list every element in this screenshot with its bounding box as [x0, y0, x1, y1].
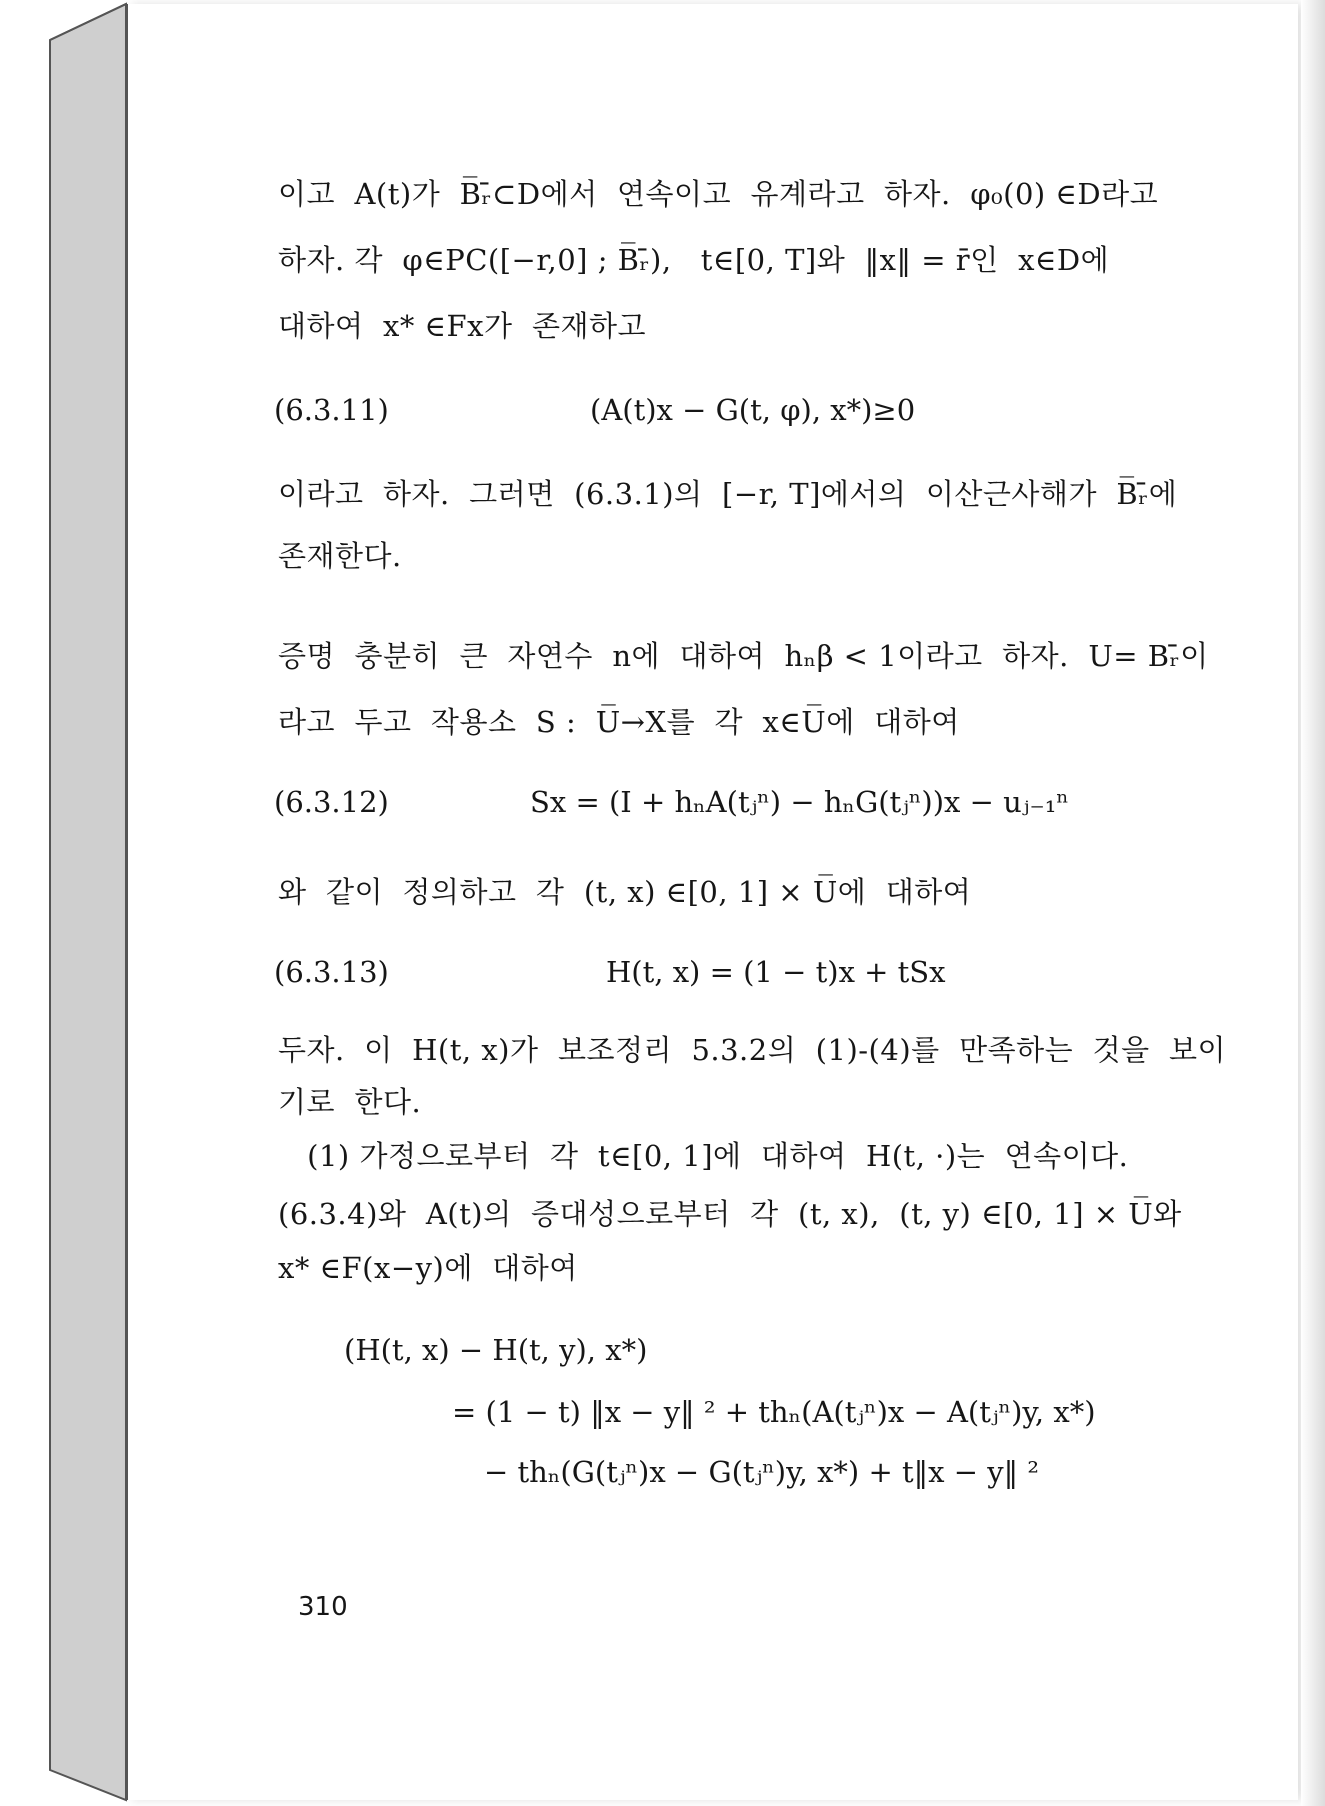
- equation-number: (6.3.11): [274, 393, 389, 427]
- text-line-1: 이고 A(t)가 B̅ᵣ̄⊂D에서 연속이고 유계라고 하자. φ₀(0) ∈D라고: [278, 177, 1159, 211]
- display-equation-line-3: − thₙ(G(tⱼⁿ)x − G(tⱼⁿ)y, x*) + t‖x − y‖ ²: [484, 1455, 1039, 1489]
- text-line-7: 라고 두고 작용소 S : U̅→X를 각 x∈U̅에 대하여: [278, 705, 960, 739]
- text-line-2: 하자. 각 φ∈PC([−r,0] ; B̅ᵣ̄), t∈[0, T]와 ‖x‖ = r̄인 x∈D에: [278, 243, 1110, 277]
- equation-number: (6.3.13): [274, 955, 389, 989]
- page-edge-shadow: [1301, 0, 1325, 1806]
- text-line-6: 증명 충분히 큰 자연수 n에 대하여 hₙβ < 1이라고 하자. U= Bᵣ̄이: [278, 639, 1209, 673]
- equation-formula: H(t, x) = (1 − t)x + tSx: [606, 955, 946, 989]
- equation-number: (6.3.12): [274, 785, 389, 819]
- text-line-9: 두자. 이 H(t, x)가 보조정리 5.3.2의 (1)-(4)를 만족하는 것을 보이: [278, 1033, 1227, 1067]
- text-line-13: x* ∈F(x−y)에 대하여: [278, 1251, 578, 1285]
- equation-formula: Sx = (I + hₙA(tⱼⁿ) − hₙG(tⱼⁿ))x − uⱼ₋₁ⁿ: [530, 785, 1069, 819]
- text-line-4: 이라고 하자. 그러면 (6.3.1)의 [−r, T]에서의 이산근사해가 B̅ᵣ̄에: [278, 477, 1178, 511]
- text-line-10: 기로 한다.: [278, 1085, 422, 1119]
- display-equation-line-1: (H(t, x) − H(t, y), x*): [344, 1333, 648, 1367]
- page-number: 310: [298, 1592, 348, 1622]
- text-line-12: (6.3.4)와 A(t)의 증대성으로부터 각 (t, x), (t, y) ∈[0, 1] × U̅와: [278, 1197, 1182, 1231]
- text-line-8: 와 같이 정의하고 각 (t, x) ∈[0, 1] × U̅에 대하여: [278, 875, 972, 909]
- text-line-11: (1) 가정으로부터 각 t∈[0, 1]에 대하여 H(t, ·)는 연속이다.: [278, 1139, 1129, 1173]
- display-equation-line-2: = (1 − t) ‖x − y‖ ² + thₙ(A(tⱼⁿ)x − A(tⱼⁿ)y, x*): [452, 1395, 1096, 1429]
- equation-formula: (A(t)x − G(t, φ), x*)≥0: [590, 393, 916, 427]
- text-line-3: 대하여 x* ∈Fx가 존재하고: [278, 309, 647, 343]
- text-line-5: 존재한다.: [278, 539, 402, 573]
